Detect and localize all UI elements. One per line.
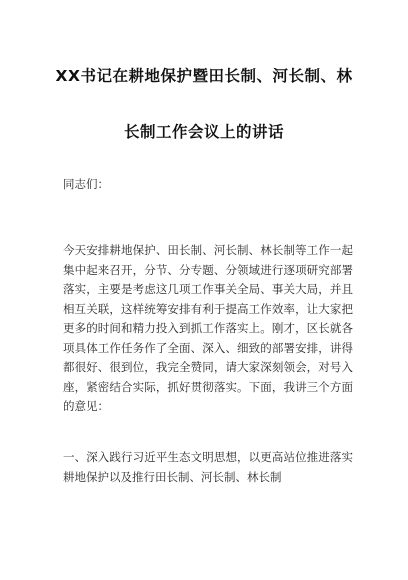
paragraph-line: 今天安排耕地保护、田长制、河长制、林长制等工作一起 bbox=[63, 243, 353, 257]
paragraph-line: 的意见： bbox=[63, 399, 109, 413]
paragraph-line: 座，紧密结合实际，抓好贯彻落实。下面，我讲三个方面 bbox=[63, 379, 353, 394]
heading-line: 一、深入践行习近平生态文明思想，以更高站位推进落实 bbox=[63, 450, 353, 464]
document-title-line-1: XX书记在耕地保护暨田长制、河长制、林 bbox=[55, 67, 353, 85]
heading-line: 耕地保护以及推行田长制、河长制、林长制 bbox=[63, 469, 282, 484]
paragraph-line: 落实，主要是考虑这几项工作事关全局、事关大局，并且 bbox=[63, 282, 353, 296]
section-heading-1 bbox=[63, 448, 353, 487]
paragraph-line: 都很好、很到位，我完全赞同，请大家深刻领会，对号入 bbox=[63, 360, 353, 374]
paragraph-line: 相互关联，这样统筹安排有利于提高工作效率，让大家把 bbox=[63, 301, 353, 316]
paragraph-line: 项具体工作任务作了全面、深入、细致的部署安排，讲得 bbox=[63, 340, 353, 355]
document-title-line-2: 长制工作会议上的讲话 bbox=[123, 123, 284, 141]
paragraph-line: 集中起来召开，分节、分专题、分领域进行逐项研究部署 bbox=[63, 262, 353, 277]
body-paragraph-1 bbox=[63, 241, 353, 417]
salutation: 同志们： bbox=[63, 177, 109, 191]
paragraph-line: 更多的时间和精力投入到抓工作落实上。刚才，区长就各 bbox=[63, 321, 353, 335]
